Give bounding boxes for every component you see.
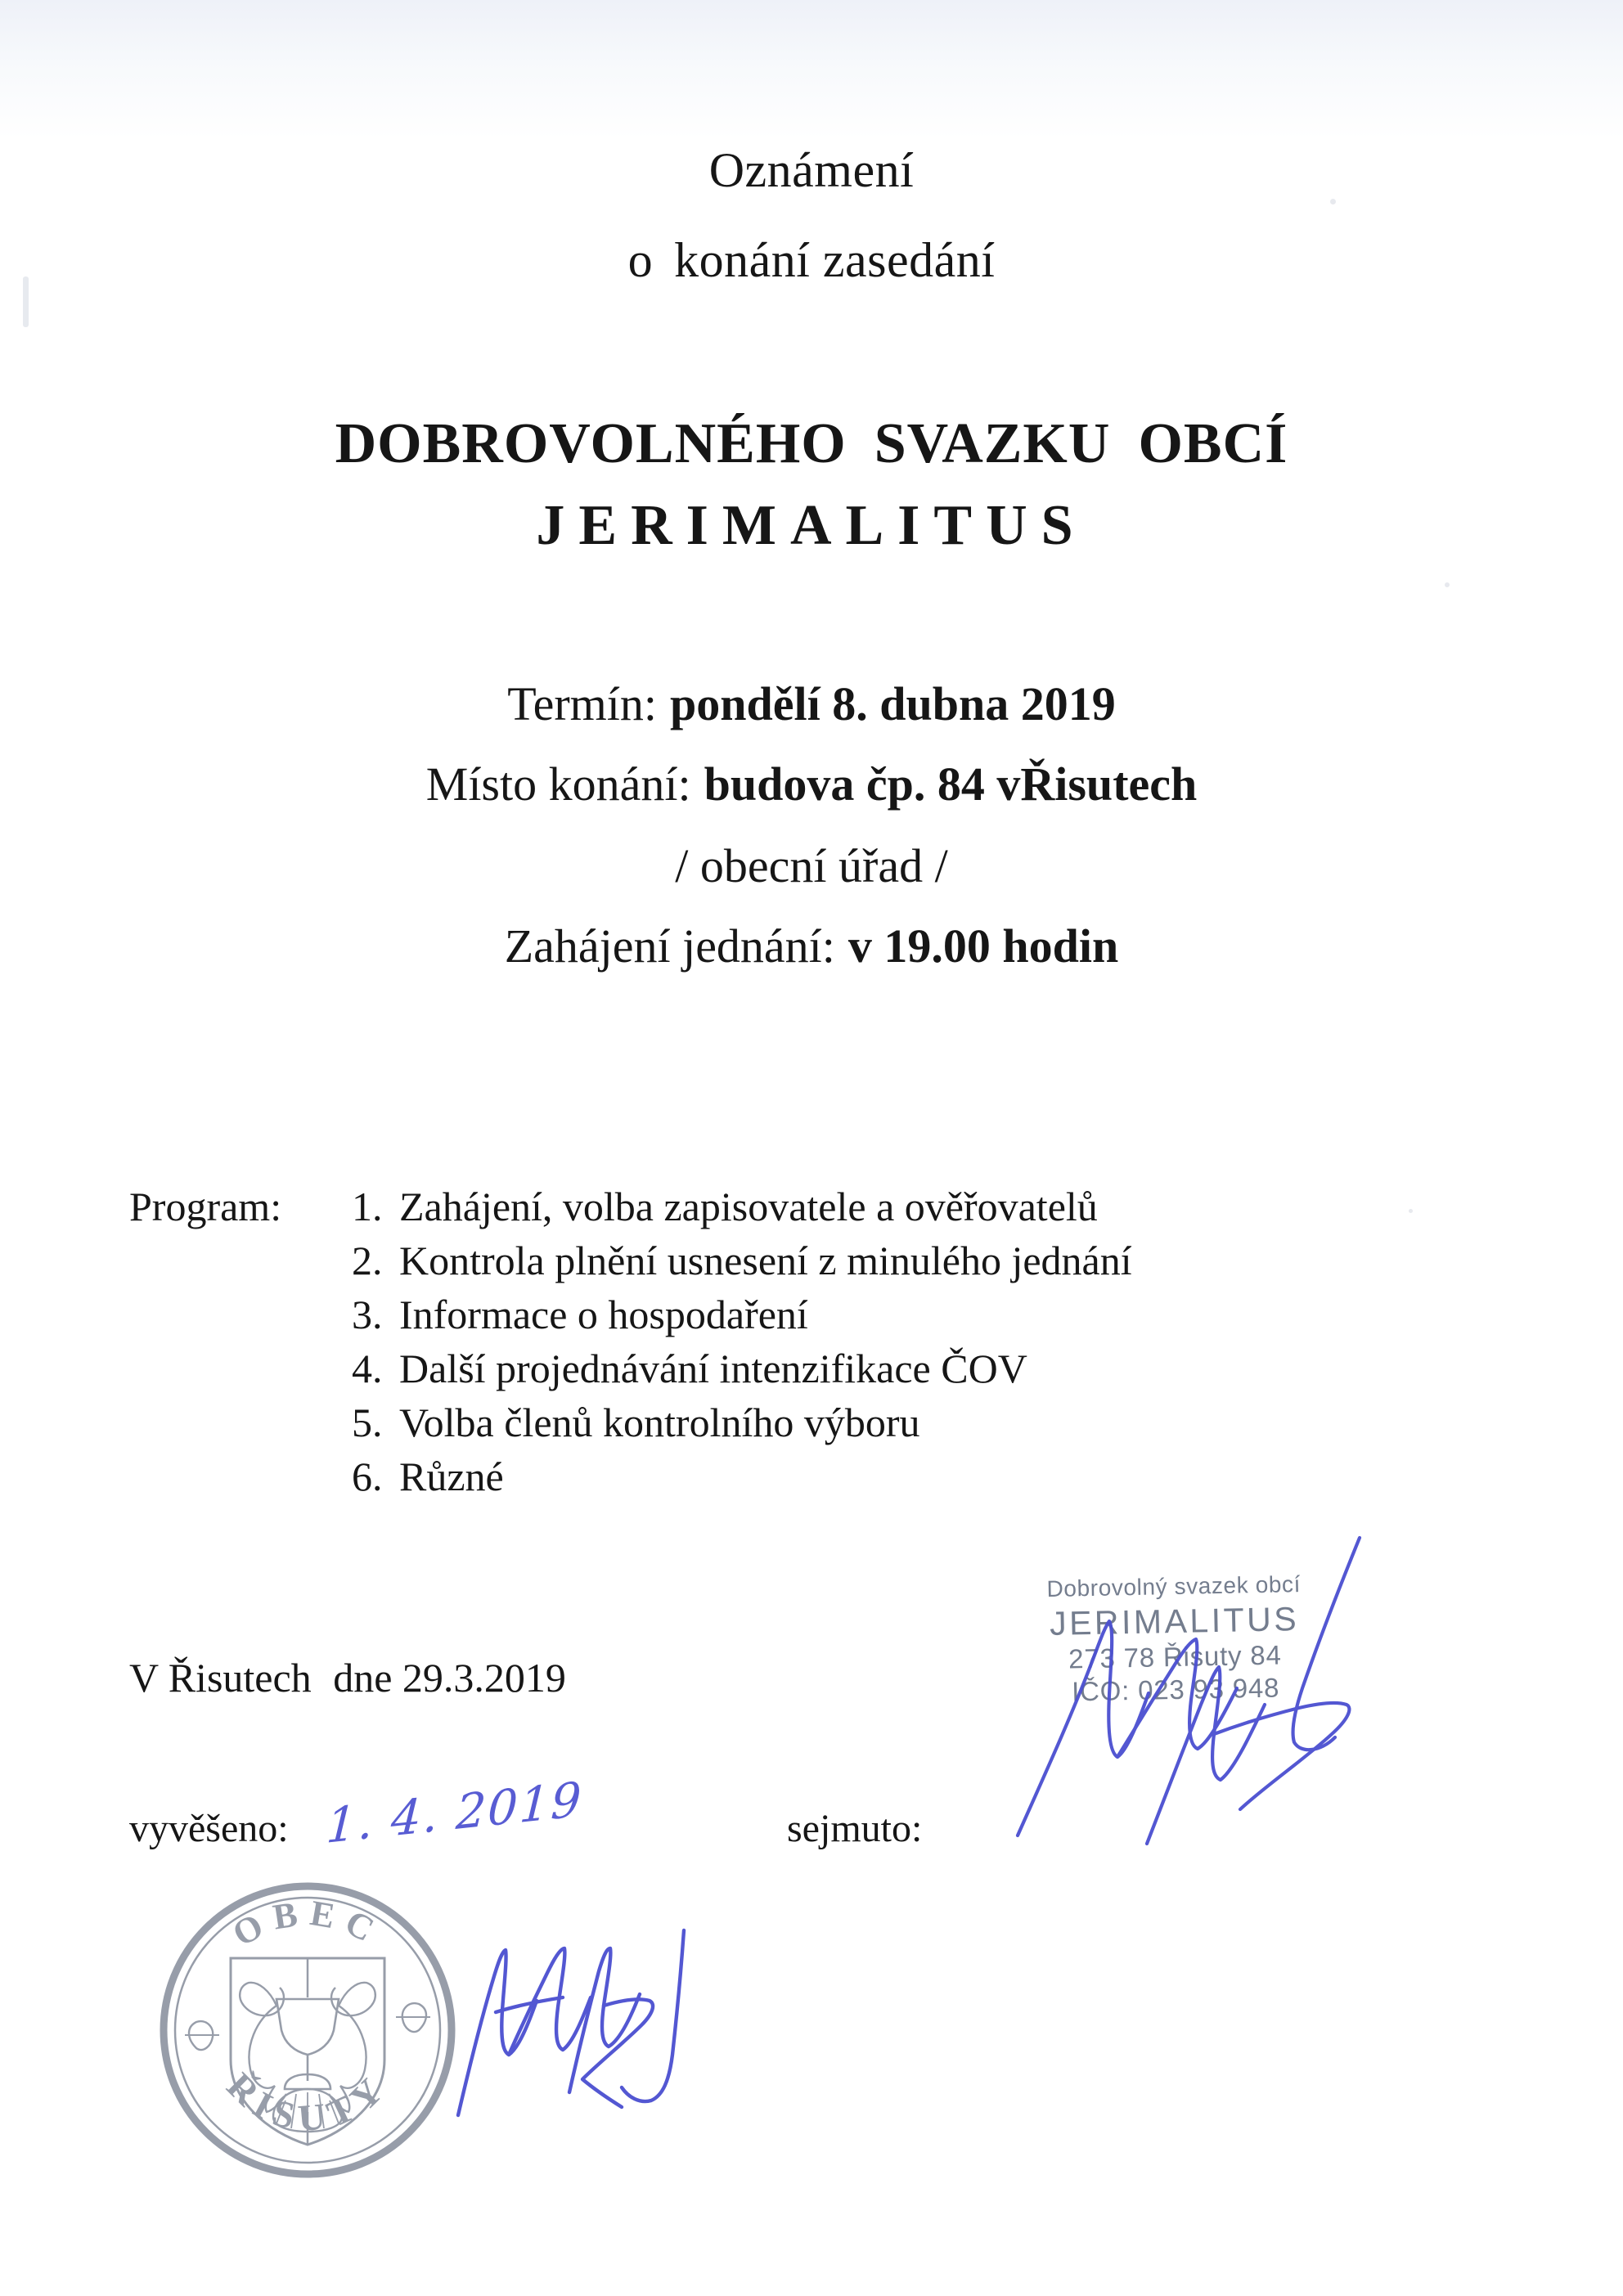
removed-label: sejmuto:: [787, 1807, 923, 1850]
detail-misto-note: / obecní úřad /: [675, 839, 948, 892]
place-date-line: [129, 1654, 566, 1701]
program-item-number: 3.: [352, 1292, 383, 1337]
program-item-number: 1.: [352, 1184, 383, 1229]
detail-termin-row: [0, 677, 1623, 730]
notice-heading-word-zasedani: zasedání: [822, 233, 996, 287]
detail-misto-value: budova čp. 84 vŘisutech: [704, 757, 1198, 811]
seal-top-text: OBEC: [226, 1892, 389, 1955]
place-name: V Řisutech: [129, 1655, 312, 1701]
program-item-text: Volba členů kontrolního výboru: [399, 1400, 920, 1445]
program-item-number: 6.: [352, 1454, 383, 1499]
program-row: [129, 1456, 1132, 1510]
detail-zahajeni-label: Zahájení jednání:: [504, 919, 835, 973]
notice-heading-word-o: o: [627, 233, 654, 287]
program-row: [129, 1294, 1132, 1348]
program-list: [129, 1186, 1132, 1510]
detail-misto-label: Místo konání:: [425, 757, 691, 811]
detail-termin-value: pondělí 8. dubna 2019: [670, 677, 1116, 730]
office-stamp-line2: JERIMALITUS: [1049, 1599, 1300, 1642]
document-date: 29.3.2019: [402, 1655, 566, 1701]
detail-misto-row: [0, 757, 1623, 811]
program-row: [129, 1348, 1132, 1402]
organization-title-line2: JERIMALITUS: [536, 494, 1087, 557]
program-item-number: 5.: [352, 1400, 383, 1445]
detail-zahajeni-value: v 19.00 hodin: [847, 919, 1119, 973]
detail-zahajeni-row: [0, 919, 1623, 973]
program-item-text: Různé: [399, 1454, 504, 1499]
chairman-signature-over-stamp: [995, 1531, 1379, 1858]
program-item-text: Kontrola plnění usnesení z minulého jednání: [399, 1238, 1132, 1283]
program-row: [129, 1240, 1132, 1294]
program-item-text: Zahájení, volba zapisovatele a ověřovatelů: [399, 1184, 1098, 1229]
detail-termin-label: Termín:: [507, 677, 657, 730]
mayor-signature-next-to-seal: [447, 1881, 717, 2127]
program-item-text: Další projednávání intenzifikace ČOV: [399, 1346, 1027, 1391]
org-word-dobrovolneho: DOBROVOLNÉHO: [335, 412, 847, 475]
notice-heading-line1: Oznámení: [708, 143, 915, 197]
program-row: [129, 1186, 1132, 1240]
org-word-svazku: SVAZKU: [874, 412, 1111, 475]
seal-bottom-text: ŘISUTY: [218, 2065, 397, 2140]
office-stamp-line1: Dobrovolný svazek obcí: [1046, 1571, 1302, 1602]
date-label: dne: [333, 1655, 393, 1701]
program-row: [129, 1402, 1132, 1456]
program-item-number: 4.: [352, 1346, 383, 1391]
organization-title-line1: [0, 412, 1623, 475]
notice-heading-word-konani: konání: [674, 233, 811, 287]
village-round-seal: [152, 1875, 463, 2186]
org-word-obci: OBCÍ: [1138, 412, 1288, 475]
program-label: Program:: [129, 1184, 282, 1229]
notice-heading-line2: [0, 233, 1623, 287]
posted-date-handwritten: 1. 4. 2019: [325, 1771, 585, 1854]
program-item-text: Informace o hospodaření: [399, 1292, 808, 1337]
office-stamp-line3: 273 78 Řisuty 84: [1068, 1639, 1282, 1674]
office-stamp-line4: IČO: 023 93 948: [1071, 1672, 1280, 1707]
program-item-number: 2.: [352, 1238, 383, 1283]
posted-label: vyvěšeno:: [129, 1807, 289, 1850]
